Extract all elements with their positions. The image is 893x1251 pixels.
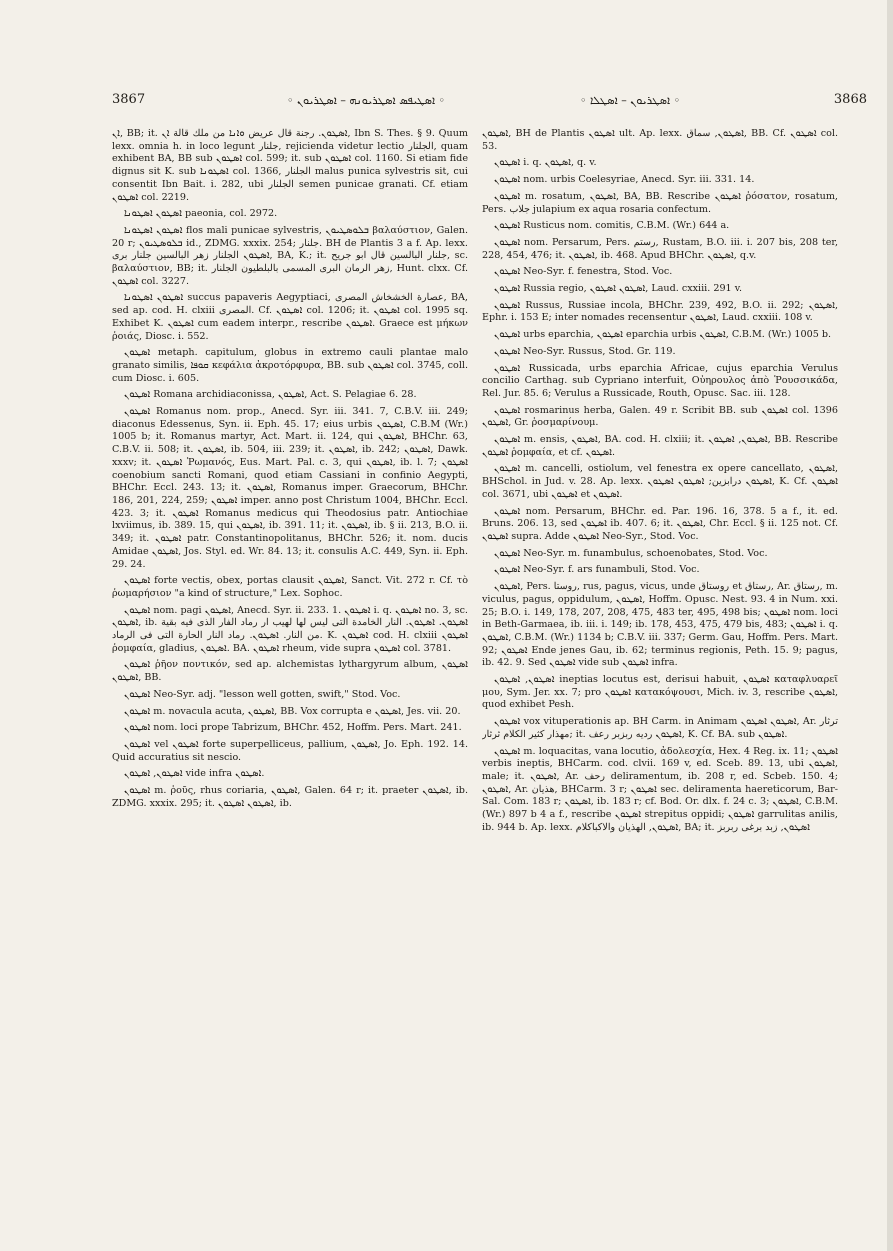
dictionary-entry: ܐܣܛܘܢ, ܐܣܛܘܢ ineptias locutus est, derisui habuit, ܐܣܛܘܢ καταφλυαρεῖ μου, Sym. Jer. xx. 7; pro ܐܣܛܘܢ κατακόψουσι, Mich. iv. 3, rescribe ܐܣܛܘܢ, quod exhibet Pesh.: [482, 674, 838, 711]
running-header: [112, 92, 867, 112]
right-page-number: 3868: [833, 92, 867, 107]
dictionary-entry: ܐܣܛܘܢ nom. urbis Coelesyriae, Anecd. Syr. iii. 331. 14.: [494, 174, 755, 186]
dictionary-entry: ܐܣܛܘܢ, ܐܣܛܘܢ vide infra ܐܣܛܘܢ.: [124, 768, 265, 780]
dictionary-entry: ܐܣܛܘܢ Neo-Syr. Russus, Stod. Gr. 119.: [494, 345, 676, 357]
dictionary-entry: ܐܣܛܘܢ metaph. capitulum, globus in extremo cauli plantae malo granato similis, ܩܘܦܐ κεφάλια ἀκροτόρφυρα, BB. sub ܐܣܛܘܢ col. 3745, coll. cum Diosc. i. 605.: [112, 347, 468, 384]
right-column: [482, 128, 838, 1223]
dictionary-entry: ܐܣܛܘܢ Neo-Syr. f. fenestra, Stod. Voc.: [494, 266, 673, 278]
left-running-title: ◦ ܐܣܛܝܦܣ ܐܣܛܪܝܘܢܗ – ܐܣܛܪܝܘܢ ◦: [287, 94, 446, 107]
dictionary-entry: ܐܣܛܘܢ ܐܣܛܘܢܐ flos mali punicae sylvestris, ܒܠܘܣܛܝܘܢ βαλαύστιον, Galen. 20 r; ܒܠܘܣܛܝܘܢ id., ZDMG. xxxix. 254; جلنار. BH de Plantis 3 a f. Ap. lexx. ܐܣܛܘܢ الجلنار زهر البالسين جلنار برى, BA, K.; it. جلنار البالسين قال ابو جريح, sc. βαλαύστιον, BB; it. زهر الرمان البرى المسمى بالبلطيون الجلنار, Hunt. clxx. Cf. ܐܣܛܘܢ col. 3227.: [112, 224, 468, 287]
dictionary-entry: ܐܣܛܘܢ m. loquacitas, vana locutio, ἀδολεσχία, Hex. 4 Reg. ix. 11; ܐܣܛܘܢ verbis ineptis, BHCarm. cod. clvii. 169 v, ed. Sceb. 89. 13, ubi ܐܣܛܘܢ, male; it. ܐܣܛܘܢ, Ar. رحف deliramentum, ib. 208 r, ed. Scbeb. 150. 4; ܐܣܛܘܢ, Ar. هذيان, BHCarm. 3 r; ܐܣܛܘܢ sec. deliramenta haereticorum, Bar-Sal. Com. 183 r; ܐܣܛܘܢ, ib. 183 r; cf. Bod. Or. dlx. f. 24 c. 3; ܐܣܛܘܢ, C.B.M. (Wr.) 897 b 4 a f., rescribe ܐܣܛܘܢ strepitus oppidi; ܐܣܛܘܢ garrulitas anilis, ib. 944 b. Ap. lexx. ܐܣܛܘܢ, الهذيان والاكباكلام, BA; it. ܐܣܛܘܢ, زبد برغى ربربز: [482, 745, 838, 833]
dictionary-entry: ܐܣܛܘܢ nom. Persarum, BHChr. ed. Par. 196. 16, 378. 5 a f., it. ed. Bruns. 206. 13, sed ܐܣܛܘܢ ib. 407. 6; it. ܐܣܛܘܢ, Chr. Eccl. § ii. 125 not. Cf. ܐܣܛܘܢ supra. Adde ܐܣܛܘܢ Neo-Syr., Stod. Voc.: [482, 505, 838, 542]
dictionary-entry: ܐܣܛܘܢ Neo-Syr. f. ars funambuli, Stod. Voc.: [494, 564, 700, 576]
dictionary-entry: ܐܣܛܘܢ Neo-Syr. adj. "lesson well gotten, swift," Stod. Voc.: [124, 688, 401, 700]
dictionary-entry: ܐܣܛܘܢ ῥῆον ποντικόν, sed ap. alchemistas lythargyrum album, ܐܣܛܘܢ ܐܣܛܘܢ, BB.: [112, 659, 468, 684]
dictionary-entry: ܐܣܛܘܢ m. cancelli, ostiolum, vel fenestra ex opere cancellato, ܐܣܛܘܢ, BHSchol. in Jud. v. 28. Ap. lexx. ܐܣܛܘܢ درابزين; ܐܣܛܘܢ ܐܣܛܘܢ, K. Cf. ܐܣܛܘܢ col. 3671, ubi ܐܣܛܘܢ et ܐܣܛܘܢ.: [482, 463, 838, 500]
left-column: [112, 128, 468, 1223]
dictionary-entry: ܐܣܛܘܢ Neo-Syr. m. funambulus, schoenobates, Stod. Voc.: [494, 547, 768, 559]
dictionary-entry: ܐܣܛܘܢ Romana archidiaconissa, ܐܣܛܘܢ, Act. S. Pelagiae 6. 28.: [124, 389, 417, 401]
dictionary-entry: ܐܣܛܘܢ vox vituperationis ap. BH Carm. in Animam ܐܣܛܘܢ ܐܣܛܘܢ, Ar. ترثار مهذار كثير الكلام ثرثار; it. ܐܣܛܘܢ رديه ربزبر رعف, K. Cf. BA. sub ܐܣܛܘܢ.: [482, 716, 838, 740]
page-edge: [887, 0, 893, 1251]
dictionary-entry: ܐܣܛܘܢ m. ῥοῦς, rhus coriaria, ܐܣܛܘܢ, Galen. 64 r; it. praeter ܐܣܛܘܢ, ib. ZDMG. xxxix. 295; it. ܐܣܛܘܢ ܐܣܛܘܢ, ib.: [112, 785, 468, 809]
dictionary-entry: ܐܣܛܘܢ ܐܣܛܘܢܐ succus papaveris Aegyptiaci, عصارة الخشخاش المصرى, BA, sed ap. cod. H. clxiii المصرى. Cf. ܐܣܛܘܢ col. 1206; it. ܐܣܛܘܢ col. 1995 sq. Exhibet K. ܐܣܛܘܢ cum eadem interpr., rescribe ܐܣܛܘܢ. Graece est μήκων ῥοιάς, Diosc. i. 552.: [112, 292, 468, 342]
dictionary-entry: ܐܣܛܘܢ Rusticus nom. comitis, C.B.M. (Wr.) 644 a.: [494, 220, 730, 232]
dictionary-entry: ܐܢ, BB; it. ܐܣܛܘܢ. رجنة قال عريض ܘܐܢܐ من ملك قالة ܐܢ, Ibn S. Thes. § 9. Quum lexx. omnia h. in loco legunt جلنار, rejicienda videtur lectio الجلنار, quam exhibent BA, BB sub ܐܣܛܘܢ col. 599; it. sub ܐܣܛܘܢ col. 1160. Si etiam fide dignus sit K. sub ܐܣܛܘܢܐ col. 1366, الجلنار malus punica sylvestris sit, cui consentit Ibn Bait. i. 282, ubi الجلنار semen punicae granati. Cf. etiam ܐܣܛܘܢ col. 2219.: [112, 128, 468, 203]
right-running-title: ◦ ܐܣܛܪܝܘܢ – ܐܣܛܠܐ ◦: [580, 94, 681, 107]
dictionary-entry: ܐܣܛܘܢ nom. Persarum, Pers. رستم, Rustam, B.O. iii. i. 207 bis, 208 ter, 228, 454, 476; it. ܐܣܛܘܢ, ib. 468. Apud BHChr. ܐܣܛܘܢ, q.v.: [482, 236, 838, 261]
dictionary-entry: ܐܣܛܘܢ ܐܣܛܘܢܐ paeonia, col. 2972.: [124, 208, 278, 220]
dictionary-entry: ܐܣܛܘܢ m. ensis, ܐܣܛܘܢ, BA. cod. H. clxiii; it. ܐܣܛܘܢ, ܐܣܛܘܢ, BB. Rescribe ܐܣܛܘܢ ῥομφαία, et cf. ܐܣܛܘܢ.: [482, 434, 838, 458]
dictionary-entry: ܐܣܛܘܢ Russia regio, ܐܣܛܘܢ ܐܣܛܘܢ, Laud. cxxiii. 291 v.: [494, 283, 743, 295]
dictionary-entry: ܐܣܛܘܢ m. rosatum, ܐܣܛܘܢ, BA, BB. Rescribe ܐܣܛܘܢ ῥόσατον, rosatum, Pers. جلاب julapium ex aqua rosaria confectum.: [482, 190, 838, 215]
dictionary-entry: ܐܣܛܘܢ Romanus nom. prop., Anecd. Syr. iii. 341. 7, C.B.V. iii. 249; diaconus Edessenus, Syn. ii. Eph. 45. 17; eius urbis ܐܣܛܘܢ, C.B.M (Wr.) 1005 b; it. Romanus martyr, Act. Mart. ii. 124, qui ܐܣܛܘܢ, BHChr. 63, C.B.V. ii. 508; it. ܐܣܛܘܢ, ib. 504, iii. 239; it. ܐܣܛܘܢ, ib. 242; ܐܣܛܘܢ, Dawk. xxxv; it. ܐܣܛܘܢ Ῥωμανός, Eus. Mart. Pal. c. 3, qui ܐܣܛܘܢ, ib. l. 7; ܐܣܛܘܢ coenobium sancti Romani, quod etiam Cassiani in confinio Aegypti, BHChr. Eccl. 243. 13; it. ܐܣܛܘܢ, Romanus imper. Graecorum, BHChr. 186, 201, 224, 259; ܐܣܛܘܢ imper. anno post Christum 1004, BHChr. Eccl. 423. 3; it. ܐܣܛܘܢ Romanus medicus qui Theodosius patr. Antiochiae lxviimus, ib. 389. 15, qui ܐܣܛܘܢ, ib. 391. 11; it. ܐܣܛܘܢ, ib. § ii. 213, B.O. ii. 349; it. ܐܣܛܘܢ patr. Constantinopolitanus, BHChr. 526; it. nom. ducis Amidae ܐܣܛܘܢ, Jos. Styl. ed. Wr. 84. 13; it. consulis A.C. 449, Syn. ii. Eph. 29. 24.: [112, 406, 468, 570]
dictionary-entry: ܐܣܛܘܢ, BH de Plantis ܐܣܛܘܢ ult. Ap. lexx. ܐܣܛܘܢ, سماق, BB. Cf. ܐܣܛܘܢ col. 53.: [482, 128, 838, 152]
dictionary-entry: ܐܣܛܘܢ nom. pagi ܐܣܛܘܢ, Anecd. Syr. ii. 233. 1. ܐܣܛܘܢ i. q. ܐܣܛܘܢ no. 3, sc. ܐܣܛܘܢ, ib. ܐܣܛܘܢ. ܐܣܛܘܢ. النار الخامدة التى ليس لها لهيب ار رماد الفار الذى فيه بقية من النار. ܐܣܛܘܢ. رماد النار الحارة التى فى الرماد. K. ܐܣܛܘܢ cod. H. clxiii ܐܣܛܘܢ ῥομφαία, gladius, ܐܣܛܘܢ. BA. ܐܣܛܘܢ rheum, vide supra ܐܣܛܘܢ col. 3781.: [112, 604, 468, 654]
dictionary-entry: ܐܣܛܘܢ m. novacula acuta, ܐܣܛܘܢ, BB. Vox corrupta e ܐܣܛܘܢ, Jes. vii. 20.: [124, 705, 461, 717]
dictionary-entry: ܐܣܛܘܢ i. q. ܐܣܛܘܢ, q. v.: [494, 157, 597, 169]
dictionary-entry: ܐܣܛܘܢ rosmarinus herba, Galen. 49 r. Scribit BB. sub ܐܣܛܘܢ col. 1396 ܐܣܛܘܢ, Gr. ῥοσμαρίνουμ.: [482, 404, 838, 429]
dictionary-entry: ܐܣܛܘܢ forte vectis, obex, portas clausit ܐܣܛܘܢ, Sanct. Vit. 272 r. Cf. τὸ ῥωμαρήσιον "a kind of structure," Lex. Sophoc.: [112, 575, 468, 599]
dictionary-entry: ܐܣܛܘܢ Russicada, urbs eparchia Africae, cujus eparchia Verulus concilio Carthag. sub Cypriano interfuit, Οὐηρουλος ἀπὸ Ῥουσσικάδα, Rel. Jur. 85. 6; Verulus a Russicade, Routh, Opusc. Sac. iii. 128.: [482, 362, 838, 399]
dictionary-entry: ܐܣܛܘܢ vel ܐܣܛܘܢ forte superpelliceus, pallium, ܐܣܛܘܢ, Jo. Eph. 192. 14. Quid accuratius sit nescio.: [112, 738, 468, 763]
dictionary-entry: ܐܣܛܘܢ nom. loci prope Tabrizum, BHChr. 452, Hoffm. Pers. Mart. 241.: [124, 722, 462, 734]
left-page-number: 3867: [112, 92, 146, 107]
dictionary-entry: ܐܣܛܘܢ, Pers. روستا, rus, pagus, vicus, unde روستاق et رستاق, Ar. رستاق, m. viculus, pagus, oppidulum, ܐܣܛܘܢ, Hoffm. Opusc. Nest. 93. 4 in Num. xxi. 25; B.O. i. 149, 178, 207, 208, 475, 483 ter, 495, 498 bis; ܐܣܛܘܢ nom. loci in Beth-Garmaea, ib. iii. i. 149; ib. 178, 453, 475, 479 bis, 483; ܐܣܛܘܢ i. q. ܐܣܛܘܢ, C.B.M. (Wr.) 1134 b; C.B.V. iii. 337; Germ. Gau, Hoffm. Pers. Mart. 92; ܐܣܛܘܢ Ende jenes Gau, ib. 62; terminus regionis, Peth. 15. 9; pagus, ib. 42. 9. Sed ܐܣܛܘܢ vide sub ܐܣܛܘܢ infra.: [482, 581, 838, 669]
dictionary-entry: ܐܣܛܘܢ urbs eparchia, ܐܣܛܘܢ eparchia urbis ܐܣܛܘܢ, C.B.M. (Wr.) 1005 b.: [494, 329, 832, 341]
dictionary-entry: ܐܣܛܘܢ Russus, Russiae incola, BHChr. 239, 492, B.O. ii. 292; ܐܣܛܘܢ, Ephr. i. 153 E; inter nomades recensentur ܐܣܛܘܢ, Laud. cxxiii. 108 v.: [482, 299, 838, 324]
